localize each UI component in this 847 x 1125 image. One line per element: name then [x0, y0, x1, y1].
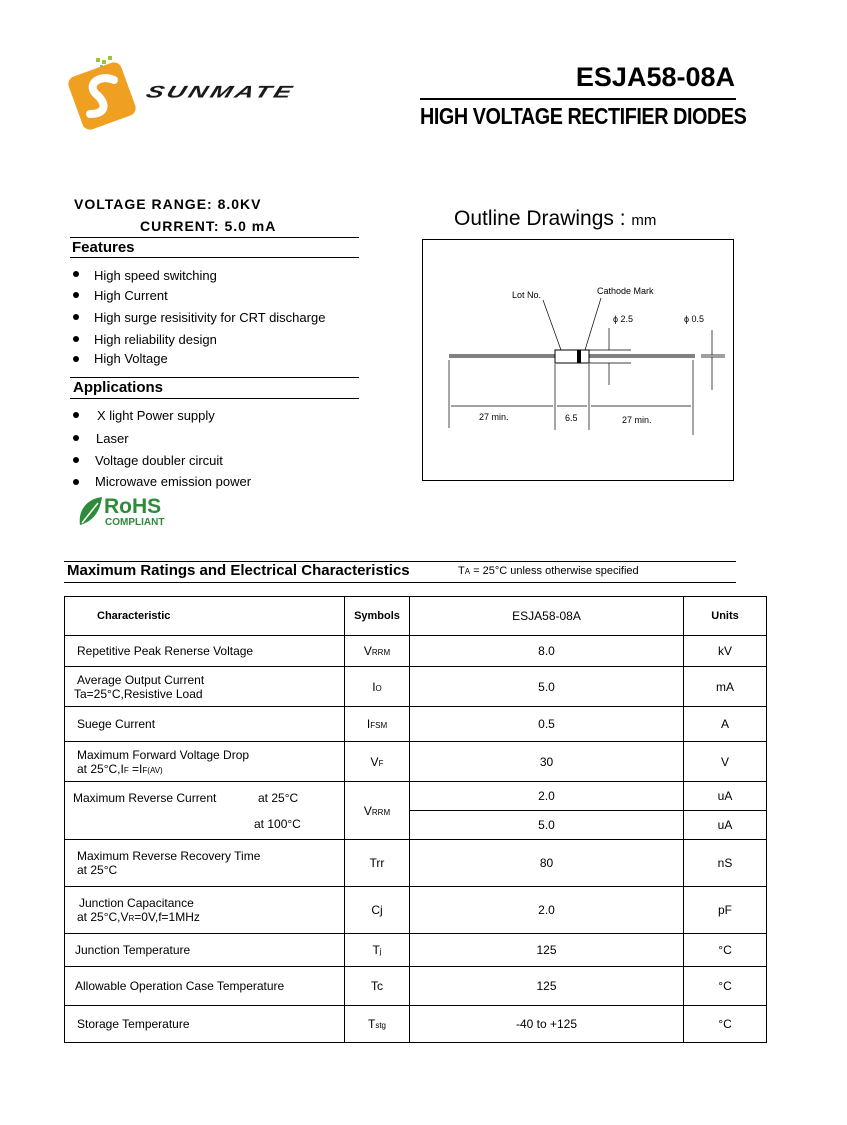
- unit-cell: uA: [684, 811, 767, 840]
- table-row: [65, 934, 767, 967]
- table-row: [65, 840, 767, 887]
- bullet-icon: [73, 479, 79, 485]
- application-item: Voltage doubler circuit: [95, 453, 223, 468]
- divider: [70, 257, 359, 258]
- value-cell: 125: [410, 934, 684, 967]
- symbol-cell: Trr: [345, 840, 410, 887]
- table-row: [65, 667, 767, 707]
- product-subtitle: HIGH VOLTAGE RECTIFIER DIODES: [420, 103, 747, 129]
- header-characteristic: Characteristic: [65, 597, 345, 636]
- header-symbols: Symbols: [345, 597, 410, 636]
- bullet-icon: [73, 435, 79, 441]
- char-cell: Repetitive Peak Renerse Voltage: [65, 636, 345, 667]
- value-cell: -40 to +125: [410, 1006, 684, 1043]
- current-rating: CURRENT: 5.0 mA: [140, 218, 277, 234]
- header-part: ESJA58-08A: [410, 597, 684, 636]
- char-cell: Maximum Reverse Current at 25°C at 100°C: [65, 782, 345, 840]
- table-row: [65, 887, 767, 934]
- feature-item: High surge resisitivity for CRT discharge: [94, 310, 326, 325]
- table-header-row: [65, 597, 767, 636]
- value-cell: 0.5: [410, 707, 684, 742]
- value-cell: 2.0: [410, 782, 684, 811]
- table-row: [65, 707, 767, 742]
- value-cell: 5.0: [410, 667, 684, 707]
- cathode-mark-label: Cathode Mark: [597, 286, 654, 296]
- rohs-sub-text: COMPLIANT: [105, 517, 165, 528]
- brand-wordmark: SUNMATE: [143, 82, 298, 102]
- body-diameter-label: ϕ 2.5: [613, 314, 634, 324]
- lead-diameter-label: ϕ 0.5: [684, 314, 705, 324]
- unit-cell: °C: [684, 1006, 767, 1043]
- bullet-icon: [73, 356, 79, 362]
- application-item: Microwave emission power: [95, 474, 252, 489]
- value-cell: 125: [410, 967, 684, 1006]
- char-cell: Suege Current: [65, 707, 345, 742]
- ratings-note: TA = 25°C unless otherwise specified: [458, 565, 639, 577]
- symbol-cell: VF: [345, 742, 410, 782]
- symbol-cell: Tc: [345, 967, 410, 1006]
- symbol-cell: IO: [345, 667, 410, 707]
- application-item: Laser: [96, 431, 129, 446]
- char-cell: Junction Temperature: [65, 934, 345, 967]
- table-row: [65, 967, 767, 1006]
- unit-cell: mA: [684, 667, 767, 707]
- unit-cell: kV: [684, 636, 767, 667]
- unit-cell: V: [684, 742, 767, 782]
- unit-cell: nS: [684, 840, 767, 887]
- unit-cell: uA: [684, 782, 767, 811]
- unit-cell: °C: [684, 967, 767, 1006]
- bullet-icon: [73, 336, 79, 342]
- table-row: [65, 782, 767, 811]
- table-row: [65, 742, 767, 782]
- symbol-cell: VRRM: [345, 782, 410, 840]
- outline-drawings-title: [454, 207, 656, 231]
- part-number-title: ESJA58-08A: [575, 62, 735, 92]
- bullet-icon: [73, 292, 79, 298]
- char-cell: Average Output Current Ta=25°C,Resistive Load: [65, 667, 345, 707]
- bullet-icon: [73, 457, 79, 463]
- header-divider: [420, 98, 736, 100]
- symbol-cell: Tstg: [345, 1006, 410, 1043]
- table-row: [65, 1006, 767, 1043]
- char-cell: Allowable Operation Case Temperature: [65, 967, 345, 1006]
- unit-cell: pF: [684, 887, 767, 934]
- char-cell: Maximum Reverse Recovery Time at 25°C: [65, 840, 345, 887]
- value-cell: 2.0: [410, 887, 684, 934]
- char-cell: Storage Temperature: [65, 1006, 345, 1043]
- feature-item: High Current: [94, 288, 168, 303]
- divider: [70, 398, 359, 399]
- diode-body: [555, 350, 589, 363]
- feature-item: High speed switching: [94, 268, 217, 283]
- char-cell: Junction Capacitance at 25°C,VR=0V,f=1MHz: [65, 887, 345, 934]
- value-cell: 80: [410, 840, 684, 887]
- value-cell: 8.0: [410, 636, 684, 667]
- voltage-range: VOLTAGE RANGE: 8.0KV: [74, 196, 262, 212]
- sunmate-logo-icon: [62, 56, 142, 136]
- value-cell: 5.0: [410, 811, 684, 840]
- feature-item: High Voltage: [94, 351, 168, 366]
- symbol-cell: VRRM: [345, 636, 410, 667]
- divider: [70, 377, 359, 378]
- cathode-band: [577, 350, 581, 363]
- features-title: Features: [72, 239, 135, 256]
- bullet-icon: [73, 314, 79, 320]
- bullet-icon: [73, 271, 79, 277]
- lot-no-label: Lot No.: [512, 290, 542, 300]
- value-cell: 30: [410, 742, 684, 782]
- body-length-label: 6.5: [565, 413, 578, 423]
- unit-cell: °C: [684, 934, 767, 967]
- char-cell: Maximum Forward Voltage Drop at 25°C,IF =IF(AV): [65, 742, 345, 782]
- unit-cell: A: [684, 707, 767, 742]
- right-lead-length-label: 27 min.: [622, 415, 652, 425]
- rohs-main-text: RoHS: [104, 495, 162, 518]
- divider: [70, 237, 359, 238]
- application-item: X light Power supply: [97, 408, 215, 423]
- outline-title-text: Outline Drawings :: [454, 207, 626, 230]
- divider: [64, 582, 736, 583]
- left-lead-length-label: 27 min.: [479, 412, 509, 422]
- rohs-badge: [76, 493, 176, 529]
- outline-drawing-box: [422, 239, 734, 481]
- symbol-cell: Cj: [345, 887, 410, 934]
- outline-unit: mm: [631, 212, 657, 229]
- table-row: [65, 636, 767, 667]
- header-units: Units: [684, 597, 767, 636]
- diode-outline-drawing: [423, 240, 733, 480]
- feature-item: High reliability design: [94, 332, 217, 347]
- ratings-title: Maximum Ratings and Electrical Characteristics: [67, 562, 410, 579]
- applications-title: Applications: [73, 379, 164, 396]
- symbol-cell: IFSM: [345, 707, 410, 742]
- ratings-table: [64, 596, 767, 1043]
- symbol-cell: Tj: [345, 934, 410, 967]
- bullet-icon: [73, 412, 79, 418]
